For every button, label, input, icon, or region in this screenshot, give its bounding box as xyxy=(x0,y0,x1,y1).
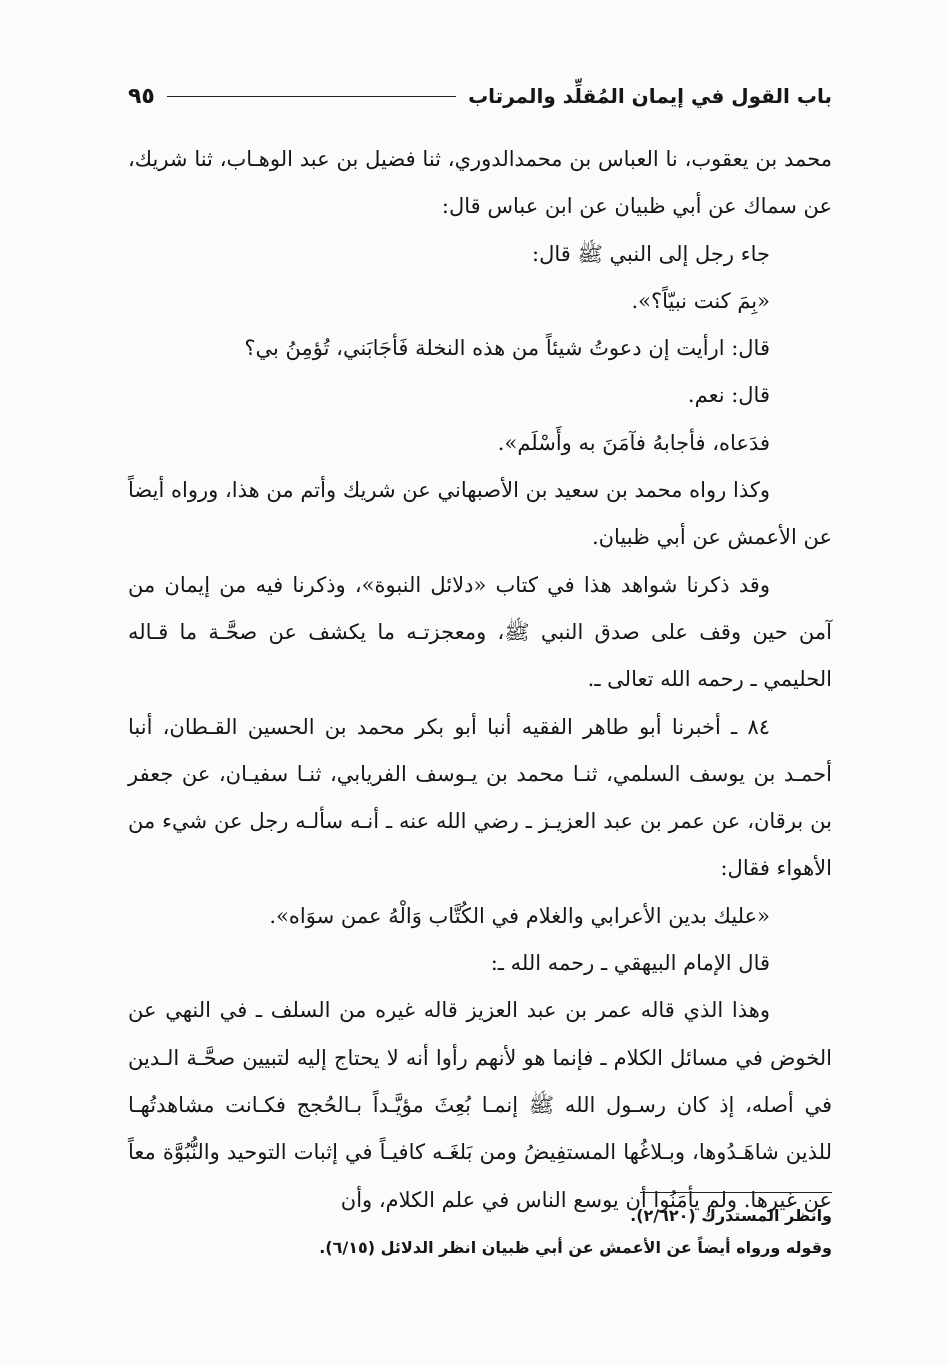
hadith-line-5: فدَعاه، فأجابهُ فآمَنَ به وأَسْلَم». xyxy=(497,430,770,455)
hadith-line-3: قال: ارأيت إن دعوتُ شيئاً من هذه النخلة فَأجَابَني، تُؤمِنُ بي؟ xyxy=(244,336,770,361)
quote-umar: «عليك بدين الأعرابي والغلام في الكُتَّاب وَالْهُ عمن سوَاه». xyxy=(269,903,770,928)
hadith-line-4: قال: نعم. xyxy=(687,383,770,408)
main-text xyxy=(128,136,832,1224)
footnote-1: وانظر المستدرك (٢/٦٢٠). xyxy=(630,1206,832,1225)
hadith-line-2: «بِمَ كنت نبيّاً؟». xyxy=(631,288,770,313)
paragraph-kalam: وهذا الذي قاله عمر بن عبد العزيز قاله غيره من السلف ـ في النهي عن الخوض في مسائل الكلام ـ فإنما هو لأنهم رأوا أنه لا يحتاج إليه لتبيين صحَّـة الـدين في أصله، إذ كان رسـول الله ﷺ إنمـا بُعِثَ مؤيَّـداً بـالحُجج فكـانت مشاهدتُهـا للذين شاهَـدُوها، وبـلاغُها المستفِيضُ ومن بَلغَـه كافيـاً في إثبات التوحيد والنُّبُوَّة معاً عن غيرها. ولم يأمَنُوا أن يوسع الناس في علم الكلام، وأن xyxy=(128,998,832,1212)
paragraph-dalail: وقد ذكرنا شواهد هذا في كتاب «دلائل النبوة»، وذكرنا فيه من إيمان من آمن حين وقف على صدق النبي ﷺ، ومعجزتـه ما يكشف عن صحَّـة ما قـاله الحليمي ـ رحمه الله تعالى ـ. xyxy=(128,572,832,692)
chapter-title: باب القول في إيمان المُقلِّد والمرتاب xyxy=(468,84,832,108)
hadith-line-1: جاء رجل إلى النبي ﷺ قال: xyxy=(532,241,770,266)
bayhaqi-said: قال الإمام البيهقي ـ رحمه الله ـ: xyxy=(490,951,770,976)
running-header xyxy=(128,76,832,116)
paragraph-narration: وكذا رواه محمد بن سعيد بن الأصبهاني عن شريك وأتم من هذا، ورواه أيضاً عن الأعمش عن أبي ظبيان. xyxy=(128,478,832,550)
footnote-2: وقوله ورواه أيضاً عن الأعمش عن أبي ظبيان انظر الدلائل (٦/١٥). xyxy=(319,1238,832,1257)
footnotes xyxy=(128,1200,832,1264)
paragraph-84: ٨٤ ـ أخبرنا أبو طاهر الفقيه أنبا أبو بكر محمد بن الحسين القـطان، أنبا أحمـد بن يوسف السلمي، ثنـا محمد بن يـوسف الفريابي، ثنـا سفيـان، عن جعفر بن برقان، عن عمر بن عبد العزيـز ـ رضي الله عنه ـ أنـه سألـه رجل عن شيء من الأهواء فقال: xyxy=(128,714,832,881)
paragraph-isnad: محمد بن يعقوب، نا العباس بن محمدالدوري، ثنا فضيل بن عبد الوهـاب، ثنا شريك، عن سماك عن أبي ظبيان عن ابن عباس قال: xyxy=(128,147,832,219)
footnote-rule xyxy=(640,1192,832,1193)
header-rule xyxy=(167,96,456,97)
page-number: ٩٥ xyxy=(128,83,155,109)
